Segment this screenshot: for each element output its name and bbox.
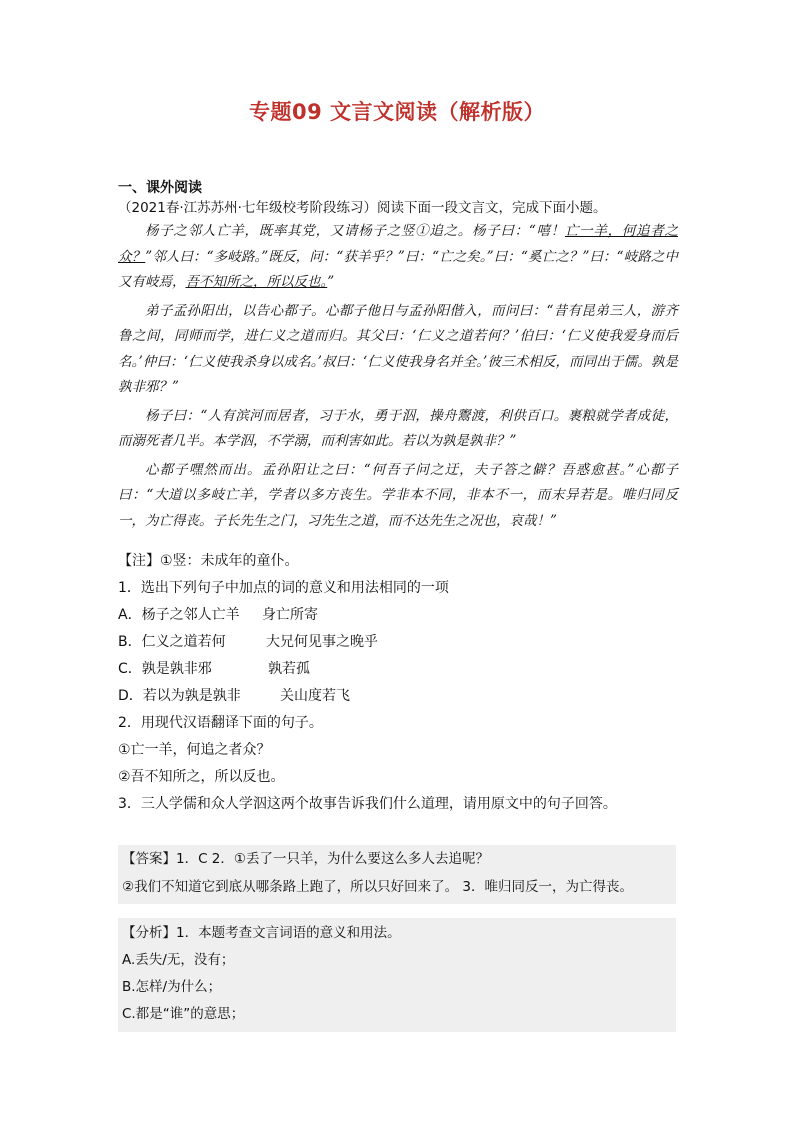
source-line: （2021春·江苏苏州·七年级校考阶段练习）阅读下面一段文言文，完成下面小题。 <box>118 200 607 216</box>
option-d-right: 关山度若飞 <box>280 688 350 704</box>
option-b <box>118 629 678 656</box>
option-b-right: 大兄何见事之晚乎 <box>266 634 378 650</box>
passage-paragraph-2: 弟子孟孙阳出，以告心都子。心都子他日与孟孙阳偕入，而问曰：“昔有昆弟三人，游齐鲁之间，同师而学，进仁义之道而归。其父曰：‘仁义之道若何？’伯曰：‘仁义使我爱身而后名。’仲曰：‘仁义使我杀身以成名。’叔曰：‘仁义使我身名并全。’彼三术相反，而同出于儒。孰是孰非邪？” <box>118 302 678 395</box>
option-c <box>118 656 678 683</box>
question-block <box>118 548 678 818</box>
classical-passage <box>118 219 678 534</box>
passage-paragraph-1 <box>118 219 678 296</box>
answer-line-1: 【答案】1．C 2．①丢了一只羊，为什么要这么多人去追呢？ <box>122 851 489 867</box>
analysis-line-1: 【分析】1．本题考查文言词语的意义和用法。 <box>122 925 401 941</box>
analysis-line-4: C.都是“谁”的意思； <box>122 1006 245 1022</box>
analysis-line-3: B.怎样/为什么； <box>122 979 222 995</box>
analysis-line-2: A.丢失/无，没有； <box>122 952 235 968</box>
passage-text: ”邻人曰：“多岐路。”既反，问：“获羊乎？”曰：“亡之矣。”曰：“奚亡之？”曰：“岐路之中又有岐焉， <box>118 248 679 290</box>
question-2-item-1: ①亡一羊，何追之者众？ <box>118 742 271 758</box>
passage-text: ” <box>327 274 335 290</box>
underlined-sentence-2: 吾不知所之，所以反也。 <box>185 274 328 290</box>
option-b-left: B．仁义之道若何 <box>118 634 226 650</box>
option-a-right: 身亡所寄 <box>262 607 318 623</box>
passage-text: 杨子之邻人亡羊，既率其党，又请杨子之竖①追之。杨子曰：“嘻！ <box>145 223 565 239</box>
option-c-left: C．孰是孰非邪 <box>118 661 212 677</box>
passage-paragraph-4: 心都子嘿然而出。孟孙阳让之曰：“何吾子问之迂，夫子答之僻？吾惑愈甚。”心都子曰：“大道以多岐亡羊，学者以多方丧生。学非本不同，非本不一，而末异若是。唯归同反一，为亡得丧。子长先生之门，习先生之道，而不达先生之况也，哀哉！” <box>118 461 678 529</box>
question-1: 1．选出下列句子中加点的词的意义和用法相同的一项 <box>118 580 449 596</box>
answer-box <box>118 845 676 904</box>
option-a-left: A．杨子之邻人亡羊 <box>118 607 240 623</box>
option-d <box>118 683 678 710</box>
option-c-right: 孰若孤 <box>268 661 310 677</box>
passage-paragraph-3: 杨子曰：“人有滨河而居者，习于水，勇于泅，操舟鬻渡，利供百口。裹粮就学者成徒，而溺死者几半。本学泅，不学溺，而利害如此。若以为孰是孰非？” <box>118 407 678 449</box>
answer-line-2: ②我们不知道它到底从哪条路上跑了，所以只好回来了。 3．唯归同反一，为亡得丧。 <box>122 879 633 895</box>
analysis-box <box>118 918 676 1032</box>
question-2: 2．用现代汉语翻译下面的句子。 <box>118 715 323 731</box>
page-title: 专题09 文言文阅读（解析版） <box>248 100 546 124</box>
question-3: 3．三人学儒和众人学泅这两个故事告诉我们什么道理，请用原文中的句子回答。 <box>118 796 617 812</box>
underlined-sentence-1: 亡一羊，何追者之众？ <box>118 223 678 265</box>
question-2-item-2: ②吾不知所之，所以反也。 <box>118 769 285 785</box>
option-a <box>118 602 678 629</box>
option-d-left: D．若以为孰是孰非 <box>118 688 241 704</box>
note: 【注】①竖：未成年的童仆。 <box>118 553 299 569</box>
section-heading: 一、课外阅读 <box>118 180 202 196</box>
